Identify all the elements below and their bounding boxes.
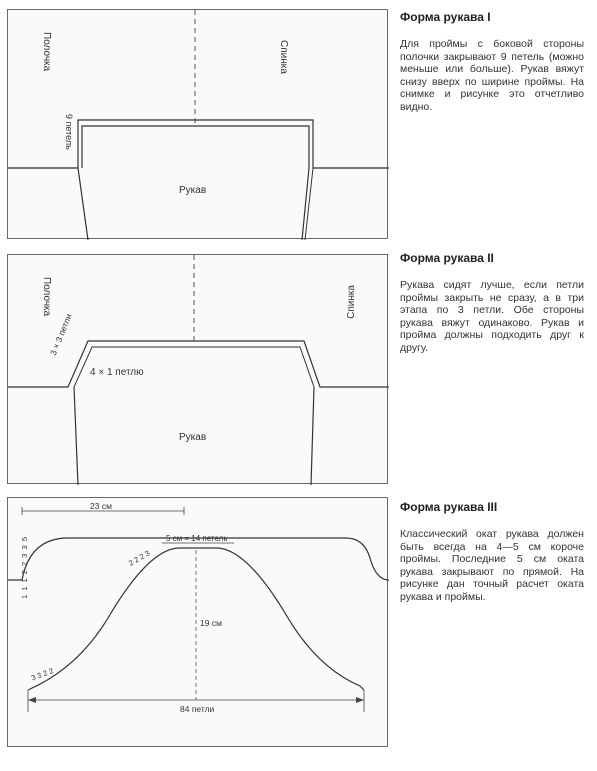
diagram-sleeve-3 — [7, 497, 388, 747]
label-width: 23 см — [90, 501, 112, 511]
label-armhole-decreases: 1 1 1 2 2 3 3 5 — [20, 536, 29, 599]
label-steps: 3 × 3 петли — [48, 312, 74, 357]
diagram-sleeve-2 — [7, 254, 388, 484]
section-description: Для проймы с боковой стороны полочки закрывают 9 петель (можно меньше или больше). Рукав вяжут снизу вверх по ширине проймы. На снимке и рисунке это отчетливо видно. — [400, 38, 584, 113]
section-1-text — [400, 10, 584, 114]
section-title: Форма рукава I — [400, 10, 491, 24]
label-inner-steps: 4 × 1 петлю — [90, 367, 144, 378]
label-front: Полочка — [41, 32, 52, 72]
label-sleeve: Рукав — [179, 432, 207, 443]
diagram-2-lines — [8, 255, 389, 485]
label-cap-decreases-left: 3 3 2 2 — [30, 666, 55, 683]
label-cap-decreases-right: 2 2 2 3 — [127, 548, 152, 568]
section-description: Классический окат рукава должен быть всегда на 4—5 см короче проймы. Последние 5 см оката рукава закрывают по прямой. На рисунке дан точный расчет оката рукава и проймы. — [400, 528, 584, 603]
label-back: Спинка — [278, 40, 289, 74]
section-description: Рукава сидят лучше, если петли проймы закрыть не сразу, а в три этапа по 3 петли. Обе стороны рукава вяжут одинаково. Рукав и пройма должны подходить друг к другу. — [400, 279, 584, 354]
section-3-text — [400, 500, 584, 604]
label-cap-top: 5 см = 14 петель — [166, 534, 228, 543]
diagram-sleeve-1 — [7, 9, 388, 239]
section-title: Форма рукава II — [400, 251, 494, 265]
section-title: Форма рукава III — [400, 500, 498, 514]
label-bottom: 84 петли — [180, 704, 215, 714]
section-2-text — [400, 251, 584, 355]
label-back: Спинка — [346, 285, 357, 319]
label-height: 19 см — [200, 618, 222, 628]
label-sleeve: Рукав — [179, 185, 207, 196]
label-front: Полочка — [41, 277, 52, 317]
label-loops: 9 петель — [64, 114, 74, 150]
